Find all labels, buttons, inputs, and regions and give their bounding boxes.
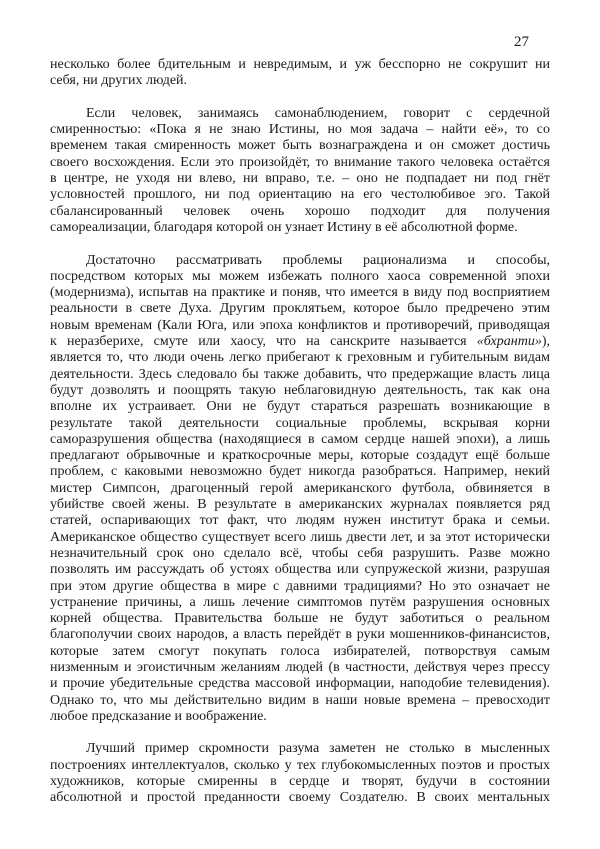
text-line: позволять им рассуждать об устоях общества или супружеской жизни, разрушая — [50, 562, 550, 578]
text-line: к неразберихе, смуте или хаосу, что на санскрите называется «бхранти»), — [50, 334, 550, 350]
text-line: сбалансированный человек очень хорошо подходит для получения — [50, 203, 550, 219]
text-line: мистер Симпсон, драгоценный герой американского футбола, обвиняется в — [50, 480, 550, 496]
text-line: которые затем смогут покупать голоса избирателей, потворствуя самым — [50, 643, 550, 659]
text-line: художников, которые смиренны в сердце и творят, будучи в состоянии — [50, 774, 550, 790]
sanskrit-term: «бхранти» — [476, 334, 542, 350]
paragraph — [50, 106, 550, 236]
page-number: 27 — [514, 34, 529, 50]
text-line: абсолютной и простой преданности своему Создателю. В своих ментальных — [50, 790, 550, 806]
document-body — [50, 57, 550, 823]
text-line: условностей прошлого, ни под ориентацию на его честолюбивое эго. Такой — [50, 187, 550, 203]
text-line: будут дозволять и поощрять такую неблаговидную деятельность, так как она — [50, 382, 550, 398]
text-line: убийстве своей жены. В результате в американских журналах появляется ряд — [50, 497, 550, 513]
text-line: незначительный срок оно сделало всё, чтобы себя разрушить. Разве можно — [50, 545, 550, 561]
text-line: саморазрушения общества (находящиеся в самом сердце нашей эпохи), а лишь — [50, 431, 550, 447]
text-line: корней общества. Правительства больше не будут заботиться о реальном — [50, 611, 550, 627]
text-line: низменным и эгоистичным желаниям людей (в частности, действуя через прессу — [50, 659, 550, 675]
text-line: при этом другие общества в мире с давними традициями? Но это означает не — [50, 578, 550, 594]
text-line: любое предсказание и воображение. — [50, 708, 267, 724]
text-line: предлагают обрывочные и краткосрочные меры, которые создадут ещё больше — [50, 448, 550, 464]
text-line: посредством которых мы можем избежать полного хаоса современной эпохи — [50, 268, 550, 284]
paragraph — [50, 741, 550, 806]
text-line: самореализации, благодаря которой он узнает Истину в её абсолютной форме. — [50, 219, 518, 235]
text-line: Достаточно рассматривать проблемы рационализма и способы, — [86, 252, 550, 268]
text-line: является то, что люди очень легко прибегают к греховным и губительным видам — [50, 350, 550, 366]
text-line: Однако то, что мы действительно видим в наши новые времена – превосходит — [50, 692, 550, 708]
text-line: устранение причины, а лишь лечение симптомов путём разрушения основных — [50, 594, 550, 610]
text-line: деятельности. Здесь следовало бы также добавить, что предержащие власть лица — [50, 366, 550, 382]
text-line: новым временам (Кали Юга, или эпоха конфликтов и противоречий, приводящая — [50, 317, 550, 333]
text-line: статей, оспаривающих тот факт, что людям нужен институт брака и семьи. — [50, 513, 550, 529]
text-line: (модернизма), испытав на практике и поняв, что имеется в виду под восприятием — [50, 285, 550, 301]
text-line: благополучии своих народов, а власть перейдёт в руки мошенников-финансистов, — [50, 627, 550, 643]
text-line: результате такой деятельности социальные проблемы, вскрывая корни — [50, 415, 550, 431]
text-line: в центре, не уходя ни влево, ни вправо, т.е. – оно не подпадает ни под гнёт — [50, 171, 550, 187]
text-line: вполне их устраивает. Они не будут стараться разрешать возникающие в — [50, 399, 550, 415]
paragraph — [50, 57, 550, 90]
text-line: и прочие убедительные средства массовой информации, наподобие телевидения). — [50, 676, 550, 692]
text-line: временем такая смиренность может быть вознаграждена и он сможет достичь — [50, 138, 550, 154]
text-line: Лучший пример скромности разума заметен не столько в мысленных — [86, 741, 550, 757]
text-line: проблем, с каковыми невозможно будет никогда разобраться. Например, некий — [50, 464, 550, 480]
text-line: построениях интеллектуалов, сколько у тех глубокомысленных поэтов и простых — [50, 757, 550, 773]
text-line: себя, ни других людей. — [50, 73, 188, 89]
paragraph — [50, 253, 550, 726]
text-line: несколько более бдительным и невредимым, и уж бесспорно не сокрушит ни — [50, 57, 550, 72]
text-line: Американское общество существует всего лишь двести лет, и за этот исторически — [50, 529, 550, 545]
text-line: смиренностью: «Пока я не знаю Истины, но моя задача – найти её», то со — [50, 122, 550, 138]
text-line: Если человек, занимаясь самонаблюдением, говорит с сердечной — [86, 105, 550, 121]
text-line: своего восхождения. Если это произойдёт, то внимание такого человека остаётся — [50, 154, 550, 170]
text-line: реальности в свете Духа. Другим проклятьем, которое было предречено этим — [50, 301, 550, 317]
